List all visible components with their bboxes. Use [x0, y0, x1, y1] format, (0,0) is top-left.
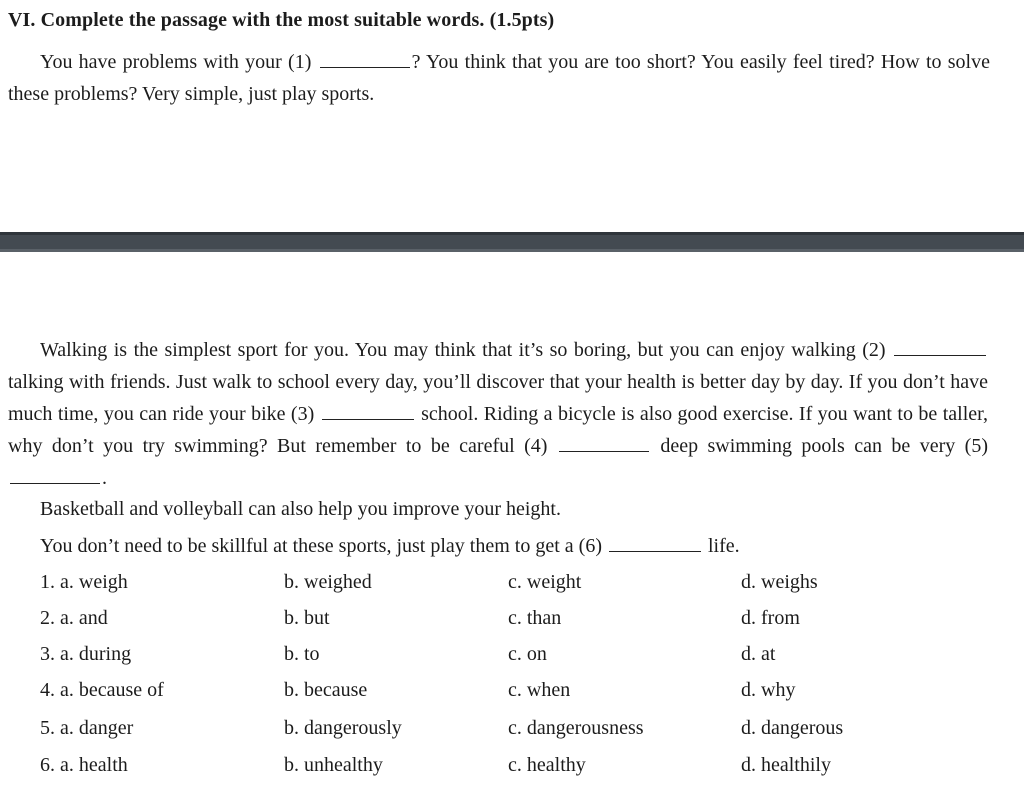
passage-text-2: talking with friends. Just walk to school every day, you’ll discover that your health is better day by day. If you don’t have much time, you can ride your bike (3) — [8, 371, 988, 425]
passage-paragraph — [8, 334, 988, 494]
option-6b[interactable]: b. unhealthy — [284, 754, 383, 776]
page-top-section — [0, 0, 1024, 232]
passage-text-4: deep swimming pools can be very (5) — [650, 435, 988, 457]
blank-3[interactable] — [322, 418, 414, 420]
question-row-5 — [0, 717, 1024, 747]
option-5b[interactable]: b. dangerously — [284, 717, 402, 739]
blank-4[interactable] — [559, 450, 649, 452]
option-6a[interactable]: 6. a. health — [40, 754, 128, 776]
exercise-title: VI. Complete the passage with the most suitable words. (1.5pts) — [8, 9, 555, 31]
option-3c[interactable]: c. on — [508, 643, 547, 665]
question-row-6 — [0, 754, 1024, 784]
page-separator-bar — [0, 232, 1024, 252]
blank-2[interactable] — [894, 354, 986, 356]
option-4a[interactable]: 4. a. because of — [40, 679, 164, 701]
option-1c[interactable]: c. weight — [508, 571, 582, 593]
intro-text-1: You have problems with your (1) — [40, 51, 318, 73]
option-5d[interactable]: d. dangerous — [741, 717, 844, 739]
passage-text-1: Walking is the simplest sport for you. You may think that it’s so boring, but you can enjoy walking (2) — [40, 339, 892, 361]
option-2b[interactable]: b. but — [284, 607, 330, 629]
option-2a[interactable]: 2. a. and — [40, 607, 108, 629]
option-4c[interactable]: c. when — [508, 679, 571, 701]
question-row-1 — [0, 571, 1024, 601]
passage-line-skillful-end: life. — [702, 535, 740, 557]
option-1b[interactable]: b. weighed — [284, 571, 372, 593]
option-3a[interactable]: 3. a. during — [40, 643, 132, 665]
passage-text-5: . — [102, 467, 107, 489]
question-row-3 — [0, 643, 1024, 673]
option-1a[interactable]: 1. a. weigh — [40, 571, 128, 593]
blank-5[interactable] — [10, 482, 100, 484]
option-1d[interactable]: d. weighs — [741, 571, 818, 593]
question-row-4 — [0, 679, 1024, 709]
option-5c[interactable]: c. dangerousness — [508, 717, 644, 739]
passage-line-skillful — [40, 535, 740, 558]
passage-text-3: school. Riding a bicycle is also good exercise. If you want to be taller, why don’t you try swimming? But remember to be careful (4) — [8, 403, 988, 457]
option-2d[interactable]: d. from — [741, 607, 800, 629]
blank-6[interactable] — [609, 550, 701, 552]
intro-text-2: ? You think that you are too short? You easily feel tired? How to solve these problems? Very simple, just play sports. — [8, 51, 990, 105]
option-3b[interactable]: b. to — [284, 643, 320, 665]
option-6d[interactable]: d. healthily — [741, 754, 831, 776]
intro-paragraph — [8, 46, 990, 110]
option-4d[interactable]: d. why — [741, 679, 796, 701]
option-2c[interactable]: c. than — [508, 607, 562, 629]
option-3d[interactable]: d. at — [741, 643, 776, 665]
passage-line-skillful-text: You don’t need to be skillful at these sports, just play them to get a (6) — [40, 535, 607, 557]
blank-1[interactable] — [320, 66, 410, 68]
option-6c[interactable]: c. healthy — [508, 754, 586, 776]
question-row-2 — [0, 607, 1024, 637]
option-4b[interactable]: b. because — [284, 679, 368, 701]
passage-line-basketball: Basketball and volleyball can also help you improve your height. — [40, 498, 561, 520]
option-5a[interactable]: 5. a. danger — [40, 717, 134, 739]
